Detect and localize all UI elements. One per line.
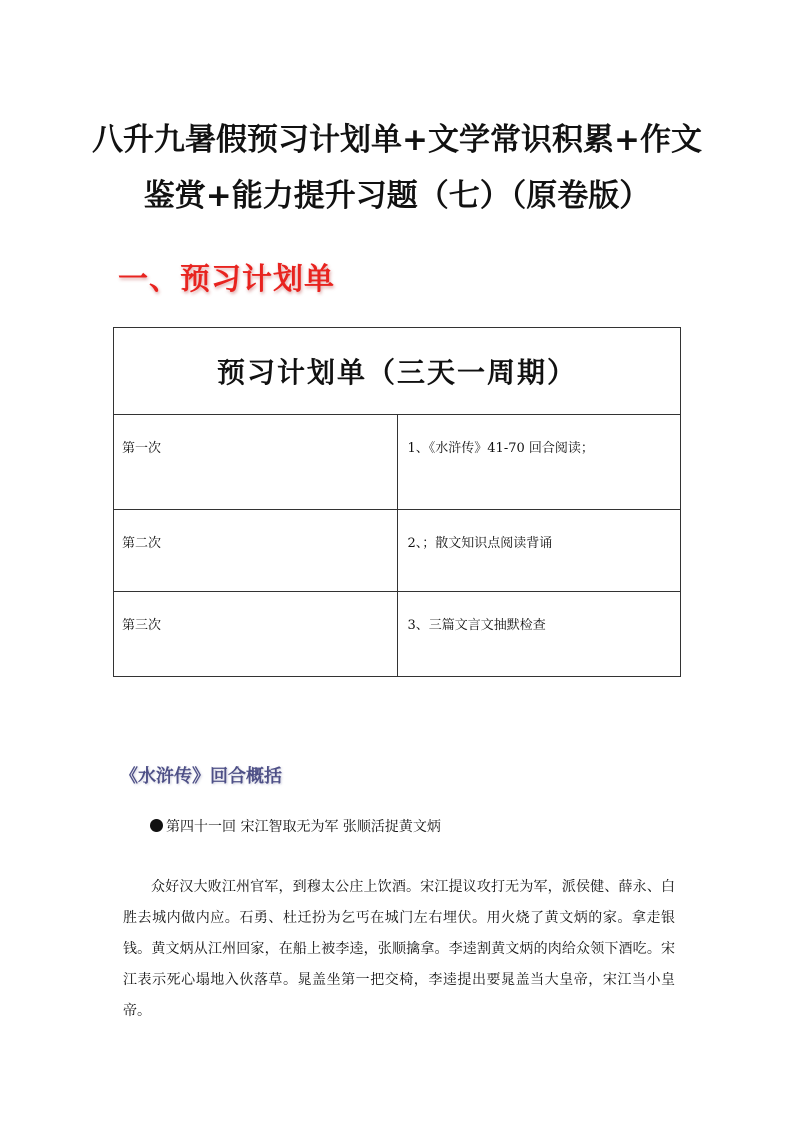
chapter-summary: 众好汉大败江州官军，到穆太公庄上饮酒。宋江提议攻打无为军，派侯健、薛永、白胜去城内做内应。石勇、杜迁扮为乞丐在城门左右埋伏。用火烧了黄文炳的家。拿走银钱。黄文炳从江州回家，在船上被李逵，张顺擒拿。李逵割黄文炳的肉给众领下酒吃。宋江表示死心塌地入伙落草。晁盖坐第一把交椅，李逵提出要晁盖当大皇帝，宋江当小皇帝。 <box>123 879 675 1019</box>
bullet-icon <box>150 819 163 832</box>
row-label: 第三次 <box>114 592 398 677</box>
row-label: 第一次 <box>114 415 398 510</box>
page-title <box>0 112 794 224</box>
row-content: 3、三篇文言文抽默检查 <box>397 592 681 677</box>
table-row <box>114 592 681 677</box>
row-label: 第二次 <box>114 510 398 592</box>
chapter-title: 第四十一回 宋江智取无为军 张顺活捉黄文炳 <box>166 819 441 835</box>
plan-table <box>113 327 681 677</box>
plan-table-title: 预习计划单（三天一周期） <box>114 328 681 415</box>
chapter-heading <box>150 816 441 838</box>
page-title-line-1: 八升九暑假预习计划单+文学常识积累+作文 <box>92 122 702 158</box>
section-heading: 一、预习计划单 <box>118 262 335 297</box>
row-content: 2、；散文知识点阅读背诵 <box>397 510 681 592</box>
row-content: 1、《水浒传》41-70 回合阅读； <box>397 415 681 510</box>
section-subheading: 《水浒传》回合概括 <box>120 766 282 787</box>
table-row <box>114 415 681 510</box>
page-title-line-2: 鉴赏+能力提升习题（七）（原卷版） <box>143 178 651 214</box>
table-row <box>114 510 681 592</box>
